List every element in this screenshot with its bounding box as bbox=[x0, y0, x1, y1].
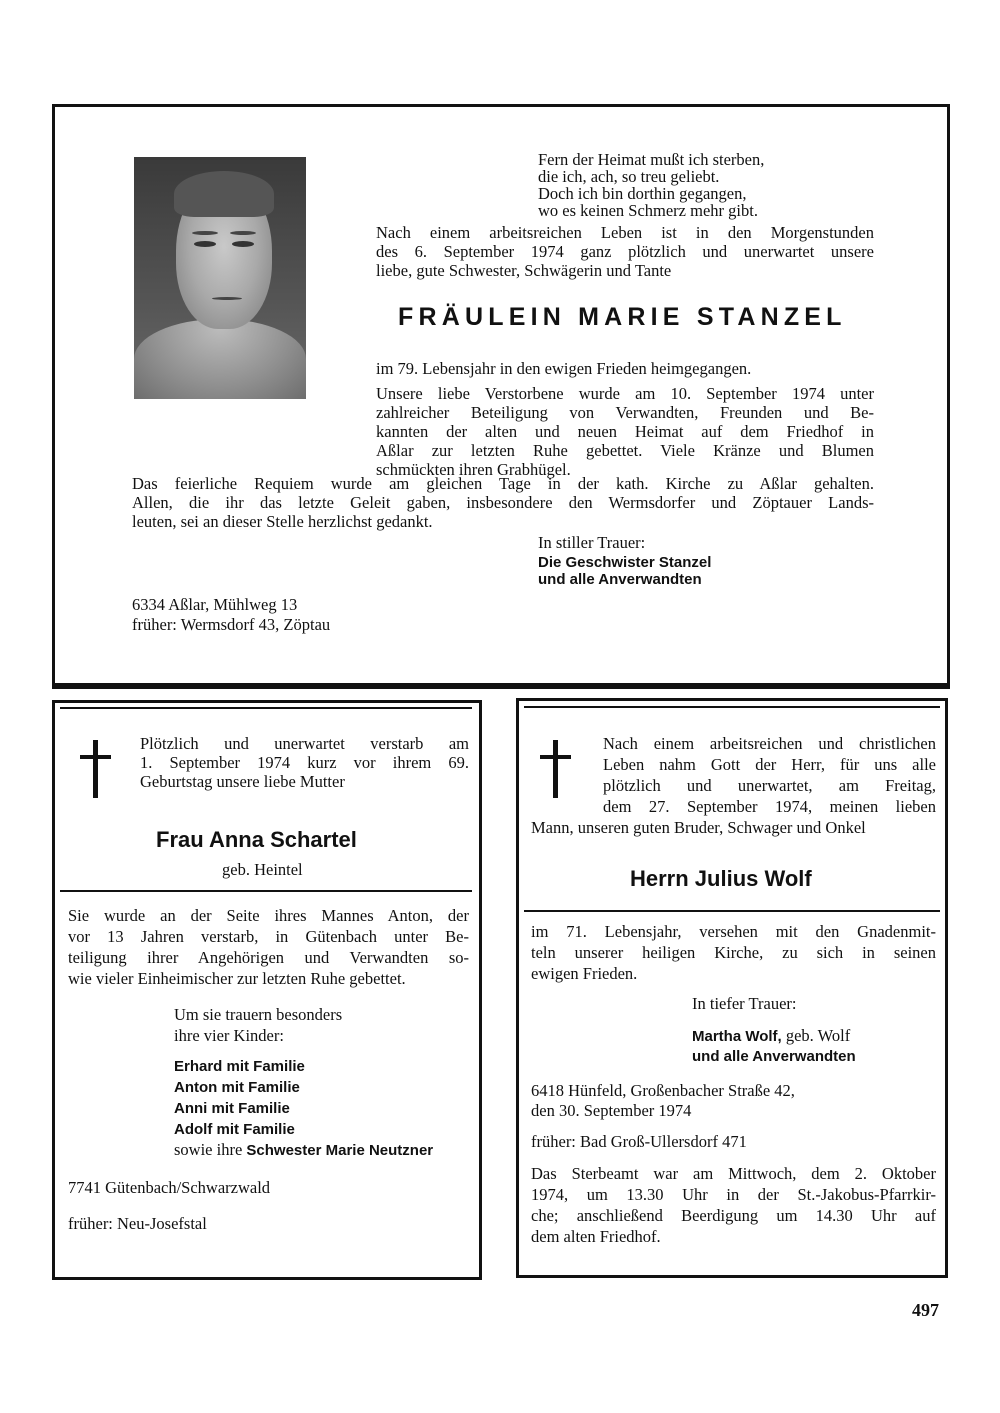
requiem-line: leuten, sei an dieser Stelle herzlichst gedankt. bbox=[132, 512, 433, 531]
mourner-line: Die Geschwister Stanzel bbox=[538, 554, 712, 571]
requiem-line: Allen, die ihr das letzte Geleit gaben, insbesondere den Wermsdorfer und Zöptauer Lands- bbox=[132, 493, 874, 512]
photo-mouth bbox=[212, 297, 242, 300]
sister-line bbox=[174, 1140, 433, 1160]
body-line: teln unserer heiligen Kirche, zu sich in seinen bbox=[531, 943, 936, 962]
photo-brow-left bbox=[192, 231, 218, 235]
poem-line: wo es keinen Schmerz mehr gibt. bbox=[538, 201, 758, 220]
former-address: früher: Bad Groß-Ullersdorf 471 bbox=[531, 1132, 747, 1151]
cross-icon bbox=[540, 740, 571, 798]
former-address: früher: Neu-Josefstal bbox=[68, 1214, 207, 1233]
widow-name: Martha Wolf, bbox=[692, 1028, 782, 1045]
age-line: im 79. Lebensjahr in den ewigen Frieden heimgegangen. bbox=[376, 359, 752, 378]
intro-line: dem 27. September 1974, meinen lieben bbox=[603, 797, 936, 816]
maiden-name: geb. Heintel bbox=[222, 860, 303, 879]
service-line: Das Sterbeamt war am Mittwoch, dem 2. Oktober bbox=[531, 1164, 936, 1183]
deceased-name: Frau Anna Schartel bbox=[156, 827, 357, 852]
schartel-intro bbox=[140, 734, 469, 791]
child-line: Adolf mit Familie bbox=[174, 1121, 295, 1138]
intro-line: Geburtstag unsere liebe Mutter bbox=[140, 772, 345, 791]
child-line: Anton mit Familie bbox=[174, 1079, 300, 1096]
intro-line: liebe, gute Schwester, Schwägerin und Tante bbox=[376, 261, 672, 280]
child-line: Erhard mit Familie bbox=[174, 1058, 305, 1075]
intro-line: des 6. September 1974 ganz plötzlich und unerwartet unsere bbox=[376, 242, 874, 261]
photo-hair bbox=[174, 171, 274, 217]
photo-brow-right bbox=[230, 231, 256, 235]
intro-line: Leben nahm Gott der Herr, für uns alle bbox=[603, 755, 936, 774]
body-line: vor 13 Jahren verstarb, in Gütenbach unter Be- bbox=[68, 927, 469, 946]
burial-line: Unsere liebe Verstorbene wurde am 10. September 1974 unter bbox=[376, 384, 874, 403]
deceased-name: FRÄULEIN MARIE STANZEL bbox=[398, 303, 847, 331]
poem-line: Fern der Heimat mußt ich sterben, bbox=[538, 150, 765, 169]
address-line: 6334 Aßlar, Mühlweg 13 bbox=[132, 595, 298, 614]
mourner-line: und alle Anverwandten bbox=[538, 571, 702, 588]
wolf-intro bbox=[603, 734, 936, 818]
child-line: Anni mit Familie bbox=[174, 1100, 290, 1117]
mourning-label: In tiefer Trauer: bbox=[692, 994, 797, 1013]
photo-eye-left bbox=[194, 241, 216, 247]
mourning-line: Um sie trauern besonders bbox=[174, 1005, 343, 1024]
address-line: den 30. September 1974 bbox=[531, 1101, 692, 1120]
cross-icon bbox=[80, 740, 111, 798]
portrait-photo bbox=[134, 157, 306, 399]
mourning-label: In stiller Trauer: bbox=[538, 533, 646, 552]
burial-line: zahlreicher Beteiligung von Verwandten, Freunden und Be- bbox=[376, 403, 874, 422]
service-line: che; anschließend Beerdigung um 14.30 Uhr auf bbox=[531, 1206, 936, 1225]
address-line: 7741 Gütenbach/Schwarzwald bbox=[68, 1178, 271, 1197]
burial-line: Aßlar zur letzten Ruhe gebettet. Viele Kränze und Blumen bbox=[376, 441, 874, 460]
body-line: teiligung ihrer Angehörigen und Verwandten so- bbox=[68, 948, 469, 967]
mourning-line: ihre vier Kinder: bbox=[174, 1026, 284, 1045]
inner-rule bbox=[524, 910, 940, 912]
widow-rest: geb. Wolf bbox=[785, 1026, 851, 1045]
inner-rule bbox=[524, 706, 940, 708]
deceased-name: Herrn Julius Wolf bbox=[630, 866, 812, 891]
burial-line: kannten der alten und neuen Heimat auf dem Friedhof in bbox=[376, 422, 874, 441]
burial-paragraph bbox=[376, 384, 874, 479]
page-number: 497 bbox=[912, 1300, 939, 1320]
service-paragraph bbox=[531, 1164, 936, 1246]
schartel-body bbox=[68, 906, 469, 988]
sister-name: Schwester Marie Neutzner bbox=[246, 1142, 434, 1159]
poem-line: Doch ich bin dorthin gegangen, bbox=[538, 184, 747, 203]
relatives-line: und alle Anverwandten bbox=[692, 1048, 856, 1065]
requiem-paragraph bbox=[132, 474, 874, 531]
intro-line: Nach einem arbeitsreichen und christlichen bbox=[603, 734, 936, 753]
intro-line: Plötzlich und unerwartet verstarb am bbox=[140, 734, 469, 753]
address-line: 6418 Hünfeld, Großenbacher Straße 42, bbox=[531, 1081, 795, 1100]
poem-line: die ich, ach, so treu geliebt. bbox=[538, 167, 720, 186]
inner-rule bbox=[60, 890, 472, 892]
service-line: dem alten Friedhof. bbox=[531, 1227, 661, 1246]
body-line: Sie wurde an der Seite ihres Mannes Anton, der bbox=[68, 906, 469, 925]
service-line: 1974, um 13.30 Uhr in der St.-Jakobus-Pfarrkir- bbox=[531, 1185, 936, 1204]
intro-line: Nach einem arbeitsreichen Leben ist in den Morgenstunden bbox=[376, 223, 874, 242]
intro-line: 1. September 1974 kurz vor ihrem 69. bbox=[140, 753, 469, 772]
wolf-body bbox=[531, 922, 936, 983]
photo-eye-right bbox=[232, 241, 254, 247]
body-line: ewigen Frieden. bbox=[531, 964, 638, 983]
separator-rule bbox=[52, 686, 950, 689]
widow-line bbox=[692, 1026, 850, 1046]
body-line: im 71. Lebensjahr, versehen mit den Gnadenmit- bbox=[531, 922, 936, 941]
requiem-line: Das feierliche Requiem wurde am gleichen Tage in der kath. Kirche zu Aßlar gehalten. bbox=[132, 474, 874, 493]
intro-paragraph bbox=[376, 223, 874, 280]
intro-line: Mann, unseren guten Bruder, Schwager und Onkel bbox=[531, 818, 866, 837]
address-line: früher: Wermsdorf 43, Zöptau bbox=[132, 615, 331, 634]
burial-line: schmückten ihren Grabhügel. bbox=[376, 460, 571, 479]
intro-line: plötzlich und unerwartet, am Freitag, bbox=[603, 776, 936, 795]
photo-shoulders bbox=[134, 319, 306, 399]
sister-prefix: sowie ihre bbox=[174, 1140, 243, 1159]
inner-rule bbox=[60, 707, 472, 709]
body-line: wie vieler Einheimischer zur letzten Ruhe gebettet. bbox=[68, 969, 406, 988]
